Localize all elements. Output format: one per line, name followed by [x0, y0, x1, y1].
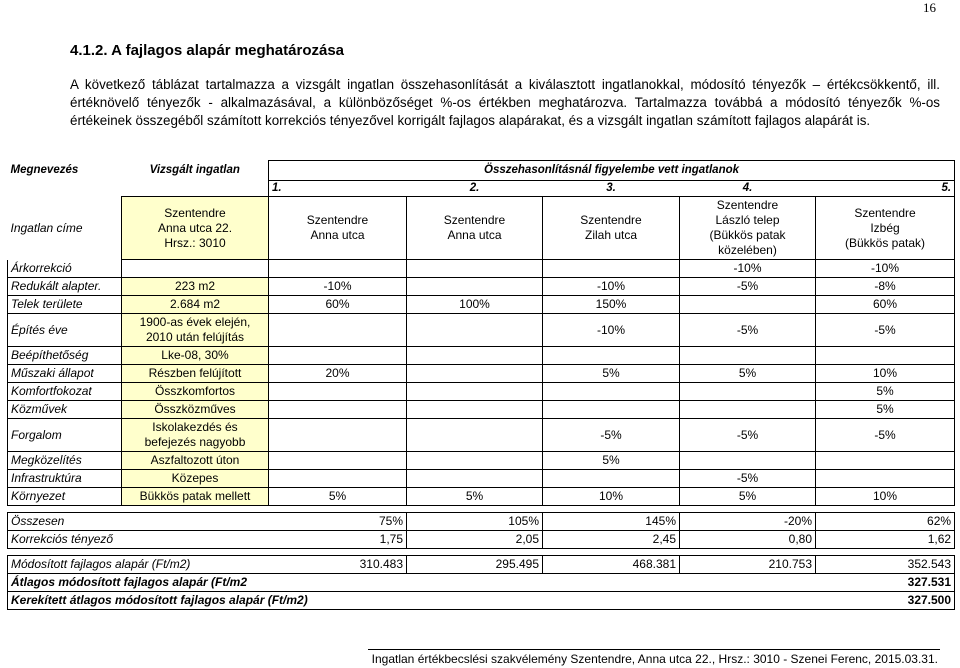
table-row: Megközelítés Aszfaltozott úton 5%	[8, 452, 955, 470]
section-title: 4.1.2. A fajlagos alapár meghatározása	[70, 42, 345, 59]
comp-address-4: Szentendre László telep (Bükkös patak közelében)	[680, 197, 816, 260]
page-footer: Ingatlan értékbecslési szakvélemény Szentendre, Anna utca 22., Hrsz.: 3010 - Szenei Ferenc, 2015.03.31.	[371, 652, 938, 666]
table-row: Árkorrekció -10% -10%	[8, 260, 955, 278]
comp-address-3: Szentendre Zilah utca	[543, 197, 680, 260]
table-row: Közművek Összközműves 5%	[8, 401, 955, 419]
header-col-3: 3.	[543, 181, 680, 197]
header-col-2: 2.	[407, 181, 543, 197]
table-row: Beépíthetőség Lke-08, 30%	[8, 347, 955, 365]
subject-address: Szentendre Anna utca 22. Hrsz.: 3010	[122, 197, 269, 260]
table-row: Környezet Bükkös patak mellett 5% 5% 10% 5% 10%	[8, 488, 955, 506]
table-row: Forgalom Iskolakezdés és befejezés nagyobb -5% -5% -5%	[8, 419, 955, 452]
table-row: Építés éve 1900-as évek elején, 2010 után felújítás -10% -5% -5%	[8, 314, 955, 347]
intro-paragraph: A következő táblázat tartalmazza a vizsgált ingatlan összehasonlítását a kiválasztott ingatlanokkal, módosító tényezők – értékcsökkentő, ill. értéknövelő tényezők - alkalmazásával, a különbözőséget %-os értékben meghatározva. Tartalmazza továbbá a módosító tényezők %-os értékeinek összegéből számított korrekciós tényezővel korrigált fajlagos alapárakat, és a vizsgált ingatlan számított fajlagos alapárát is.	[70, 77, 940, 128]
table-row: Redukált alapter. 223 m2 -10% -10% -5% -8%	[8, 278, 955, 296]
header-col-4: 4.	[680, 181, 816, 197]
comparison-table	[7, 160, 955, 610]
header-col-1: 1.	[269, 181, 407, 197]
header-vizsgalt: Vizsgált ingatlan	[149, 164, 240, 176]
table-row: Telek területe 2.684 m2 60% 100% 150% 60%	[8, 296, 955, 314]
page-number: 16	[923, 0, 936, 15]
comp-address-2: Szentendre Anna utca	[407, 197, 543, 260]
table-row: Komfortfokozat Összkomfortos 5%	[8, 383, 955, 401]
comp-address-1: Szentendre Anna utca	[269, 197, 407, 260]
header-megnevezes: Megnevezés	[10, 164, 79, 176]
header-col-5: 5.	[816, 181, 955, 197]
total-row: Összesen 75% 105% 145% -20% 62%	[8, 513, 955, 531]
table-row: Infrastruktúra Közepes -5%	[8, 470, 955, 488]
rounded-average-price-row: Kerekített átlagos módosított fajlagos alapár (Ft/m2) 327.500	[8, 592, 955, 610]
footer-divider	[368, 649, 940, 650]
correction-factor-row: Korrekciós tényező 1,75 2,05 2,45 0,80 1,62	[8, 531, 955, 549]
header-osszehasonlitas: Összehasonlításnál figyelembe vett ingatlanok	[269, 161, 955, 181]
modified-unit-price-row: Módosított fajlagos alapár (Ft/m2) 310.483 295.495 468.381 210.753 352.543	[8, 556, 955, 574]
address-label: Ingatlan címe	[10, 220, 83, 235]
comp-address-5: Szentendre Izbég (Bükkös patak)	[816, 197, 955, 260]
average-price-row: Átlagos módosított fajlagos alapár (Ft/m2 327.531	[8, 574, 955, 592]
table-row: Műszaki állapot Részben felújított 20% 5% 5% 10%	[8, 365, 955, 383]
